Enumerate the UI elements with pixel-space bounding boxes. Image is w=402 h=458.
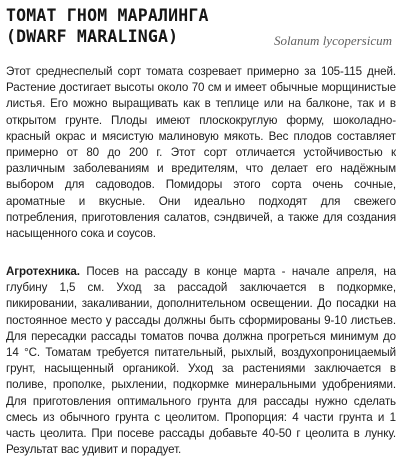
agrotechnics-paragraph: [6, 264, 396, 458]
title-line-1: ТОМАТ ГНОМ МАРАЛИНГА: [6, 6, 209, 25]
title-line-2: (DWARF MARALINGA): [6, 27, 179, 46]
agrotechnics-label: Агротехника.: [6, 265, 80, 278]
agrotechnics-text: Посев на рассаду в конце марта - начале апреля, на глубину 1,5 см. Уход за рассадой заключается в подкормке, пикировании, закаливании, дополнительном освещении. До посадки на постоянное место у рассады должны быть сформированы 9-10 листьев. Для пересадки рассады томатов почва должна прогреться минимум до 14 °С. Томатам требуется питательный, рыхлый, воздухопроницаемый грунт, насыщенный органикой. Уход за растениями заключается в поливе, прополке, рыхлении, подкормке минеральными удобрениями. Для приготовления оптимального грунта для рассады нужно сделать смесь из обычного грунта с цеолитом. Пропорция: 4 части грунта и 1 часть цеолита. При посеве рассады добавьте 40-50 г цеолита в лунку. Результат вас удивит и порадует.: [6, 265, 396, 457]
description-paragraph: Этот среднеспелый сорт томата созревает примерно за 105-115 дней. Растение достигает высоты около 70 см и имеет обычные морщинистые листья. Его можно выращивать как в теплице или на балконе, так и в открытом грунте. Плоды имеют плоскокруглую форму, шоколадно-красный окрас и мясистую малиновую мякоть. Вес плодов составляет примерно от 80 до 200 г. Этот сорт отличается устойчивостью к различным заболеваниям и вредителям, что делает его надёжным выбором для садоводов. Помидоры этого сорта очень сочные, ароматные и вкусные. Они идеально подходят для свежего потребления, приготовления салатов, сэндвичей, а также для создания насыщенного сока и соусов.: [6, 65, 396, 241]
latin-name: Solanum lycopersicum: [273, 33, 392, 48]
